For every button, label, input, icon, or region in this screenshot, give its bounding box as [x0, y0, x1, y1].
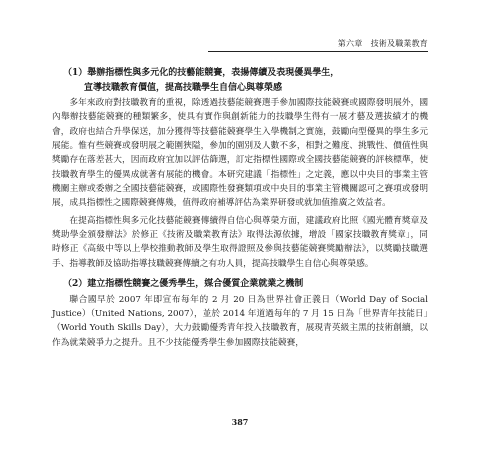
page-body [52, 62, 428, 353]
body-paragraph-3: 聯合國早於 2007 年即宣布每年的 2 月 20 日為世界社會正義日（World Day of Social Justice）（United Nations, 2007），並於 2014 年道過每年的 7 月 15 日為「世界青年技能日」（World Youth Skills Day），大力鼓勵優秀青年投入技職教育，展現青英級主黑的技術創續，以作為就業競爭力之提升。且不少技能優秀學生參加國際技能競賽， [52, 294, 428, 348]
running-header: 第六章 技術及職業教育 [337, 39, 428, 48]
header-rule [208, 51, 428, 52]
page-number: 387 [231, 417, 249, 427]
section-heading-1-line1: （1）舉辦指標性與多元化的技藝能競賽，表揚傳續及表現優異學生， [63, 68, 340, 78]
section-heading-1 [52, 66, 428, 95]
body-paragraph-2: 在提高指標性與多元化技藝能競賽傳續得自信心與尊榮方面，建議政府比照《國光體育獎章及獎助學金頒發辦法》於修正《技術及職業教育法》取得法源依據，增設「國家技職教育獎章」，同時修正《高級中等以上學校推動教師及學生取得證照及參與技藝能競賽獎勵辦法》，以獎勵技職選手、指導教師及協助指導技職競賽傳續之有功人員，提高技職學生自信心與尊榮感。 [52, 215, 428, 269]
section-heading-1-line2: 宣導技職教育價值，提高技職學生自信心與尊榮感 [84, 82, 283, 93]
section-heading-2: （2）建立指標性競賽之優秀學生，媒合優質企業就業之機制 [63, 279, 304, 290]
body-paragraph-1: 多年來政府對技職教育的重視，除透過技藝能競賽選手參加國際技能競賽或國際發明展外，國內舉辦技藝能競賽的種類繁多，使具有實作與創新能力的技職學生得有一展才藝及選拔績才的機會，政府也結合升學保送，加分獲得等技藝能競賽學生入學機制之實施，鼓勵向型優異的學生多元展能。惟有些競賽或發明展之範圍狹隘，參加的園別及人數不多，相對之難度、挑戰性、價值性與獎勵存在落差甚大，因而政府宜加以評估篩選，訂定指標性國際或全國技藝能競賽的評核標準，使技職教育學生的優異成就著有展能的機會。本研究建議「指標性」之定義，應以中央目的事業主管機關主辦或委辦之全國技藝能競賽，或國際性發賽類項或中央目的事業主管機關認可之賽項或發明展，成具指標性之國際競賽傳幾，值得政府補導評估為業界研發或就加值推廣之效益者。 [52, 98, 428, 209]
